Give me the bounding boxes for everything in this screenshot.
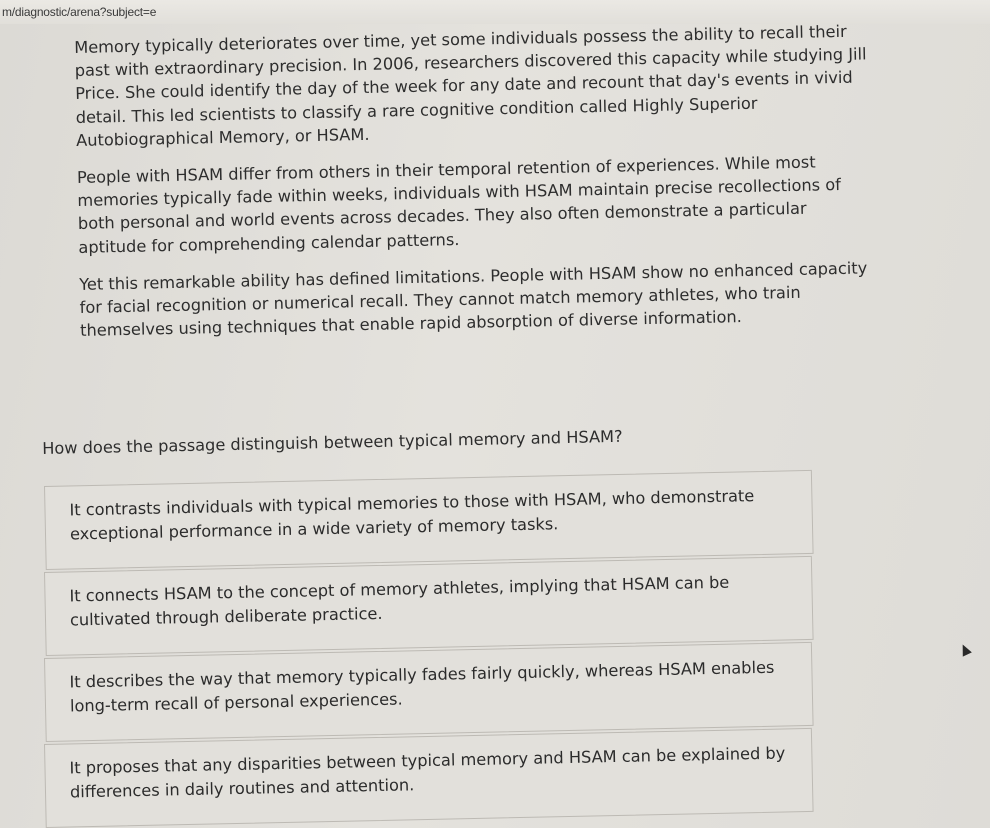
answer-choice-b[interactable] <box>44 556 814 656</box>
passage-paragraph-2: People with HSAM differ from others in their temporal retention of experiences. While most memories typically fade within weeks, individuals with HSAM maintain precise recollections of both personal and world events across decades. They also often demonstrate a particular aptitude for comprehending calendar patterns. <box>76 152 842 257</box>
passage-paragraph-1: Memory typically deteriorates over time, yet some individuals possess the ability to recall their past with extraordinary precision. In 2006, researchers discovered this capacity while studying Jill Price. She could identify the day of the week for any date and recount that day's events in vivid detail. This led scientists to classify a rare cognitive condition called Highly Superior Autobiographical Memory, or HSAM. <box>74 21 867 150</box>
answer-choice-c-text: It describes the way that memory typically fades fairly quickly, whereas HSAM enables long-term recall of personal experiences. <box>69 657 775 716</box>
answer-choice-b-text: It connects HSAM to the concept of memory athletes, implying that HSAM can be cultivated through deliberate practice. <box>69 572 730 630</box>
answer-choice-c[interactable] <box>44 642 814 742</box>
answer-choice-a[interactable] <box>44 470 814 570</box>
answer-choice-d-text: It proposes that any disparities between typical memory and HSAM can be explained by differences in daily routines and attention. <box>69 743 786 802</box>
question-stem: How does the passage distinguish between typical memory and HSAM? <box>42 426 623 458</box>
passage-paragraph-3: Yet this remarkable ability has defined limitations. People with HSAM show no enhanced capacity for facial recognition or numerical recall. They cannot match memory athletes, who train themselves using techniques that enable rapid absorption of diverse information. <box>79 258 868 341</box>
answer-choice-d[interactable] <box>44 728 814 828</box>
reading-passage <box>74 19 881 356</box>
answer-choice-a-text: It contrasts individuals with typical memories to those with HSAM, who demonstrate exceptional performance in a wide variety of memory tasks. <box>69 486 755 544</box>
url-text[interactable]: m/diagnostic/arena?subject=e <box>2 5 157 19</box>
question-page <box>0 21 990 828</box>
